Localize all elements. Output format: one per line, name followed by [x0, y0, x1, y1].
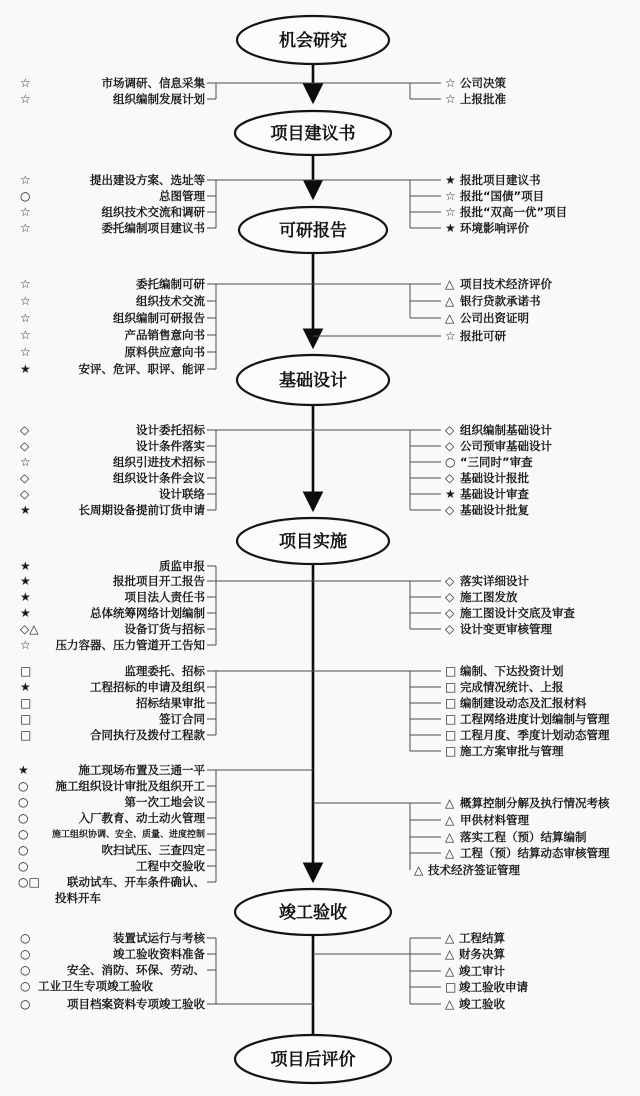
section5c-connectors: [207, 770, 441, 882]
item-label: 施工方案审批与管理: [460, 744, 564, 758]
item-symbol: ◇: [445, 471, 455, 485]
item-symbol: ☆: [445, 189, 456, 203]
item-symbol: ○□: [18, 875, 40, 889]
section5a-right-items: [445, 574, 575, 636]
stage-label: 基础设计: [279, 371, 347, 391]
item-symbol: □: [445, 728, 457, 742]
item-label: 组织技术交流和调研: [101, 205, 205, 219]
stage-label: 可研报告: [279, 221, 347, 241]
stage-label: 项目实施: [279, 532, 347, 552]
item-symbol: △: [445, 277, 455, 291]
item-symbol: ○: [18, 859, 29, 873]
item-label: 编制建设动态及汇报材料: [460, 696, 587, 710]
item-label: 工程月度、季度计划动态管理: [460, 728, 610, 742]
item-label: 压力容器、压力管道开工告知: [55, 638, 205, 652]
item-label: 第一次工地会议: [124, 795, 205, 809]
item-label: 设备订货与招标: [124, 622, 205, 636]
item-symbol: △: [414, 863, 424, 877]
item-label: 基础设计批复: [460, 503, 529, 517]
item-label: 委托编制项目建议书: [101, 221, 205, 235]
item-label: 公司决策: [460, 76, 506, 90]
item-label: 设计条件落实: [136, 439, 205, 453]
item-symbol: ○: [20, 947, 31, 961]
item-label: 组织设计条件会议: [113, 471, 205, 485]
item-label: 报批“国债”项目: [460, 189, 545, 203]
item-symbol: △: [445, 311, 455, 325]
item-label: 工程招标的申请及组织: [90, 680, 205, 694]
item-label: 质监申报: [159, 559, 205, 573]
item-label: 入厂教育、动土动火管理: [78, 811, 205, 825]
item-label: 原料供应意向书: [124, 345, 205, 359]
item-label: 完成情况统计、上报: [460, 680, 564, 694]
section3-right-items: [445, 277, 552, 343]
item-label: 产品销售意向书: [124, 328, 205, 342]
item-label: 组织技术交流: [136, 294, 205, 308]
item-symbol: ☆: [20, 277, 31, 291]
stage-label: 竣工验收: [279, 903, 347, 923]
item-label: 提出建设方案、选址等: [90, 173, 205, 187]
item-symbol: ★: [445, 221, 456, 235]
item-symbol: ★: [20, 680, 31, 694]
item-symbol: △: [445, 796, 455, 810]
item-label: 吹扫试压、三查四定: [101, 843, 205, 857]
item-label: 安评、危评、职评、能评: [78, 362, 205, 376]
item-symbol: ☆: [20, 455, 31, 469]
item-symbol: ★: [20, 590, 31, 604]
item-label: 竣工验收资料准备: [113, 947, 205, 961]
item-label: 工程结算: [459, 931, 505, 945]
item-label: 银行贷款承诺书: [460, 294, 541, 308]
item-symbol: ☆: [20, 294, 31, 308]
item-symbol: ★: [445, 173, 456, 187]
section5c-right-items: [414, 796, 610, 877]
item-symbol: ☆: [20, 638, 31, 652]
item-symbol: ☆: [20, 328, 31, 342]
item-label: 长周期设备提前订货申请: [78, 503, 205, 517]
item-label: 签订合同: [159, 712, 205, 726]
item-symbol: ◇: [445, 622, 455, 636]
item-symbol: ○: [20, 931, 31, 945]
item-symbol: △: [445, 997, 455, 1011]
section5b-right-items: [445, 664, 610, 758]
item-symbol: ○: [18, 811, 29, 825]
item-label: 设计联络: [159, 487, 205, 501]
item-symbol: ◇: [445, 439, 455, 453]
section2-left-items: [20, 173, 205, 235]
item-symbol: ☆: [20, 345, 31, 359]
item-symbol: ★: [445, 487, 456, 501]
item-label: 甲供材料管理: [460, 813, 529, 827]
item-symbol: ○: [20, 963, 31, 977]
item-label: 基础设计报批: [460, 471, 529, 485]
item-label: 报批可研: [460, 329, 506, 343]
item-symbol: □: [20, 696, 32, 710]
item-label: 竣工审计: [459, 964, 505, 978]
section1-left-items: [20, 76, 205, 106]
item-symbol: ◇: [445, 423, 455, 437]
item-symbol: ☆: [20, 173, 31, 187]
item-symbol: △: [445, 294, 455, 308]
item-label: 市场调研、信息采集: [101, 76, 205, 90]
section4-right-items: [445, 423, 552, 517]
item-label: 落实工程（预）结算编制: [460, 830, 587, 844]
item-label: 报批项目开工报告: [113, 574, 205, 588]
item-symbol: □: [445, 664, 457, 678]
item-label: 编制、下达投资计划: [460, 664, 564, 678]
item-label: 概算控制分解及执行情况考核: [460, 796, 610, 810]
item-symbol: ○: [20, 189, 31, 203]
item-symbol: □: [445, 680, 457, 694]
item-symbol: ○: [18, 779, 29, 793]
item-label: 施工组织协调、安全、质量、进度控制: [51, 830, 205, 840]
item-label: 公司预审基础设计: [460, 439, 552, 453]
item-label: 设计变更审核管理: [460, 622, 552, 636]
item-symbol: ◇: [20, 423, 30, 437]
item-label: 招标结果审批: [136, 696, 205, 710]
section6-right-items: [445, 931, 528, 1011]
item-symbol: ◇: [445, 606, 455, 620]
item-label: 安全、消防、环保、劳动、: [67, 963, 205, 977]
item-symbol: ☆: [20, 221, 31, 235]
item-symbol: ☆: [20, 311, 31, 325]
item-label: 总体统筹网络计划编制: [90, 606, 205, 620]
item-label: 组织编制基础设计: [460, 423, 552, 437]
item-label: 上报批准: [460, 92, 506, 106]
item-label: 组织编制可研报告: [113, 311, 205, 325]
item-label: 联动试车、开车条件确认、: [67, 875, 205, 889]
section2-right-items: [445, 173, 567, 235]
item-symbol: ★: [20, 503, 31, 517]
item-label-continuation: 投料开车: [55, 891, 101, 905]
item-symbol: ★: [20, 606, 31, 620]
section4-left-items: [20, 423, 205, 517]
item-symbol: ☆: [20, 76, 31, 90]
item-label: 报批项目建议书: [460, 173, 541, 187]
item-symbol: △: [445, 813, 455, 827]
item-label: 工程中交验收: [136, 859, 205, 873]
stage-label: 机会研究: [279, 31, 347, 51]
item-symbol: ★: [20, 559, 31, 573]
item-label: 竣工验收申请: [459, 980, 528, 994]
item-symbol: ☆: [445, 205, 456, 219]
item-label: 监理委托、招标: [124, 664, 205, 678]
section5b-connectors: [207, 671, 441, 751]
item-label: 工程（预）结算动态审核管理: [460, 846, 610, 860]
item-symbol: △: [445, 947, 455, 961]
section3-left-items: [20, 277, 205, 376]
item-symbol: ☆: [20, 92, 31, 106]
section6-connectors: [207, 938, 441, 1004]
stage-label: 项目建议书: [270, 124, 356, 144]
item-symbol: ◇: [20, 439, 30, 453]
item-symbol: △: [445, 931, 455, 945]
item-label: 施工组织设计审批及组织开工: [55, 779, 205, 793]
item-symbol: □: [445, 712, 457, 726]
item-label: “三同时”审查: [460, 455, 533, 469]
item-symbol: ○: [20, 997, 31, 1011]
item-symbol: ☆: [445, 76, 456, 90]
item-symbol: ○: [18, 843, 29, 857]
section6-left-items: [20, 931, 205, 1011]
item-symbol: ○: [18, 795, 29, 809]
item-symbol: ◇: [20, 471, 30, 485]
item-label: 组织引进技术招标: [113, 455, 205, 469]
item-symbol: ○: [445, 455, 456, 469]
item-symbol: □: [20, 728, 32, 742]
item-symbol: ○: [18, 827, 29, 841]
item-symbol: ☆: [20, 205, 31, 219]
item-symbol: △: [445, 964, 455, 978]
item-label: 项目档案资料专项竣工验收: [67, 997, 205, 1011]
stage-label: 项目后评价: [270, 1050, 356, 1070]
item-symbol: □: [445, 980, 457, 994]
section4-connectors: [207, 430, 441, 510]
item-label: 公司出资证明: [460, 311, 529, 325]
item-symbol: □: [20, 664, 32, 678]
section5c-left-items: [18, 763, 205, 905]
section1-right-items: [445, 76, 506, 106]
item-label: 工业卫生专项竣工验收: [38, 979, 153, 993]
item-label: 总图管理: [159, 189, 205, 203]
item-label: 合同执行及拨付工程款: [90, 728, 205, 742]
section5a-left-items: [20, 559, 205, 652]
item-label: 装置试运行与考核: [113, 931, 205, 945]
section1-connectors: [207, 83, 441, 99]
item-label: 委托编制可研: [136, 277, 205, 291]
item-label: 环境影响评价: [460, 221, 529, 235]
item-label: 竣工验收: [459, 997, 505, 1011]
item-label: 财务决算: [459, 947, 505, 961]
item-label: 施工图发放: [460, 590, 518, 604]
item-label: 项目法人责任书: [124, 590, 205, 604]
item-symbol: ☆: [445, 329, 456, 343]
item-symbol: ★: [18, 763, 29, 777]
item-symbol: △: [445, 846, 455, 860]
item-label: 基础设计审查: [460, 487, 529, 501]
section5b-left-items: [20, 664, 205, 742]
item-symbol: △: [445, 830, 455, 844]
item-label: 施工图设计交底及审查: [460, 606, 575, 620]
item-symbol: ◇: [445, 574, 455, 588]
item-label: 组织编制发展计划: [113, 92, 205, 106]
section5a-connectors: [207, 566, 441, 645]
item-symbol: ◇△: [20, 622, 39, 636]
item-symbol: ◇: [445, 503, 455, 517]
item-label: 施工现场布置及三通一平: [78, 763, 205, 777]
item-symbol: ◇: [445, 590, 455, 604]
item-label: 技术经济签证管理: [428, 863, 520, 877]
item-symbol: ★: [20, 362, 31, 376]
item-symbol: ★: [20, 574, 31, 588]
item-symbol: □: [445, 696, 457, 710]
item-symbol: ○: [20, 979, 31, 993]
item-label: 项目技术经济评价: [460, 277, 552, 291]
item-symbol: ◇: [20, 487, 30, 501]
item-symbol: ☆: [445, 92, 456, 106]
item-symbol: □: [445, 744, 457, 758]
item-label: 落实详细设计: [460, 574, 529, 588]
item-symbol: □: [20, 712, 32, 726]
item-label: 设计委托招标: [136, 423, 205, 437]
item-label: 工程网络进度计划编制与管理: [460, 712, 610, 726]
item-label: 报批“双高一优”项目: [460, 205, 568, 219]
